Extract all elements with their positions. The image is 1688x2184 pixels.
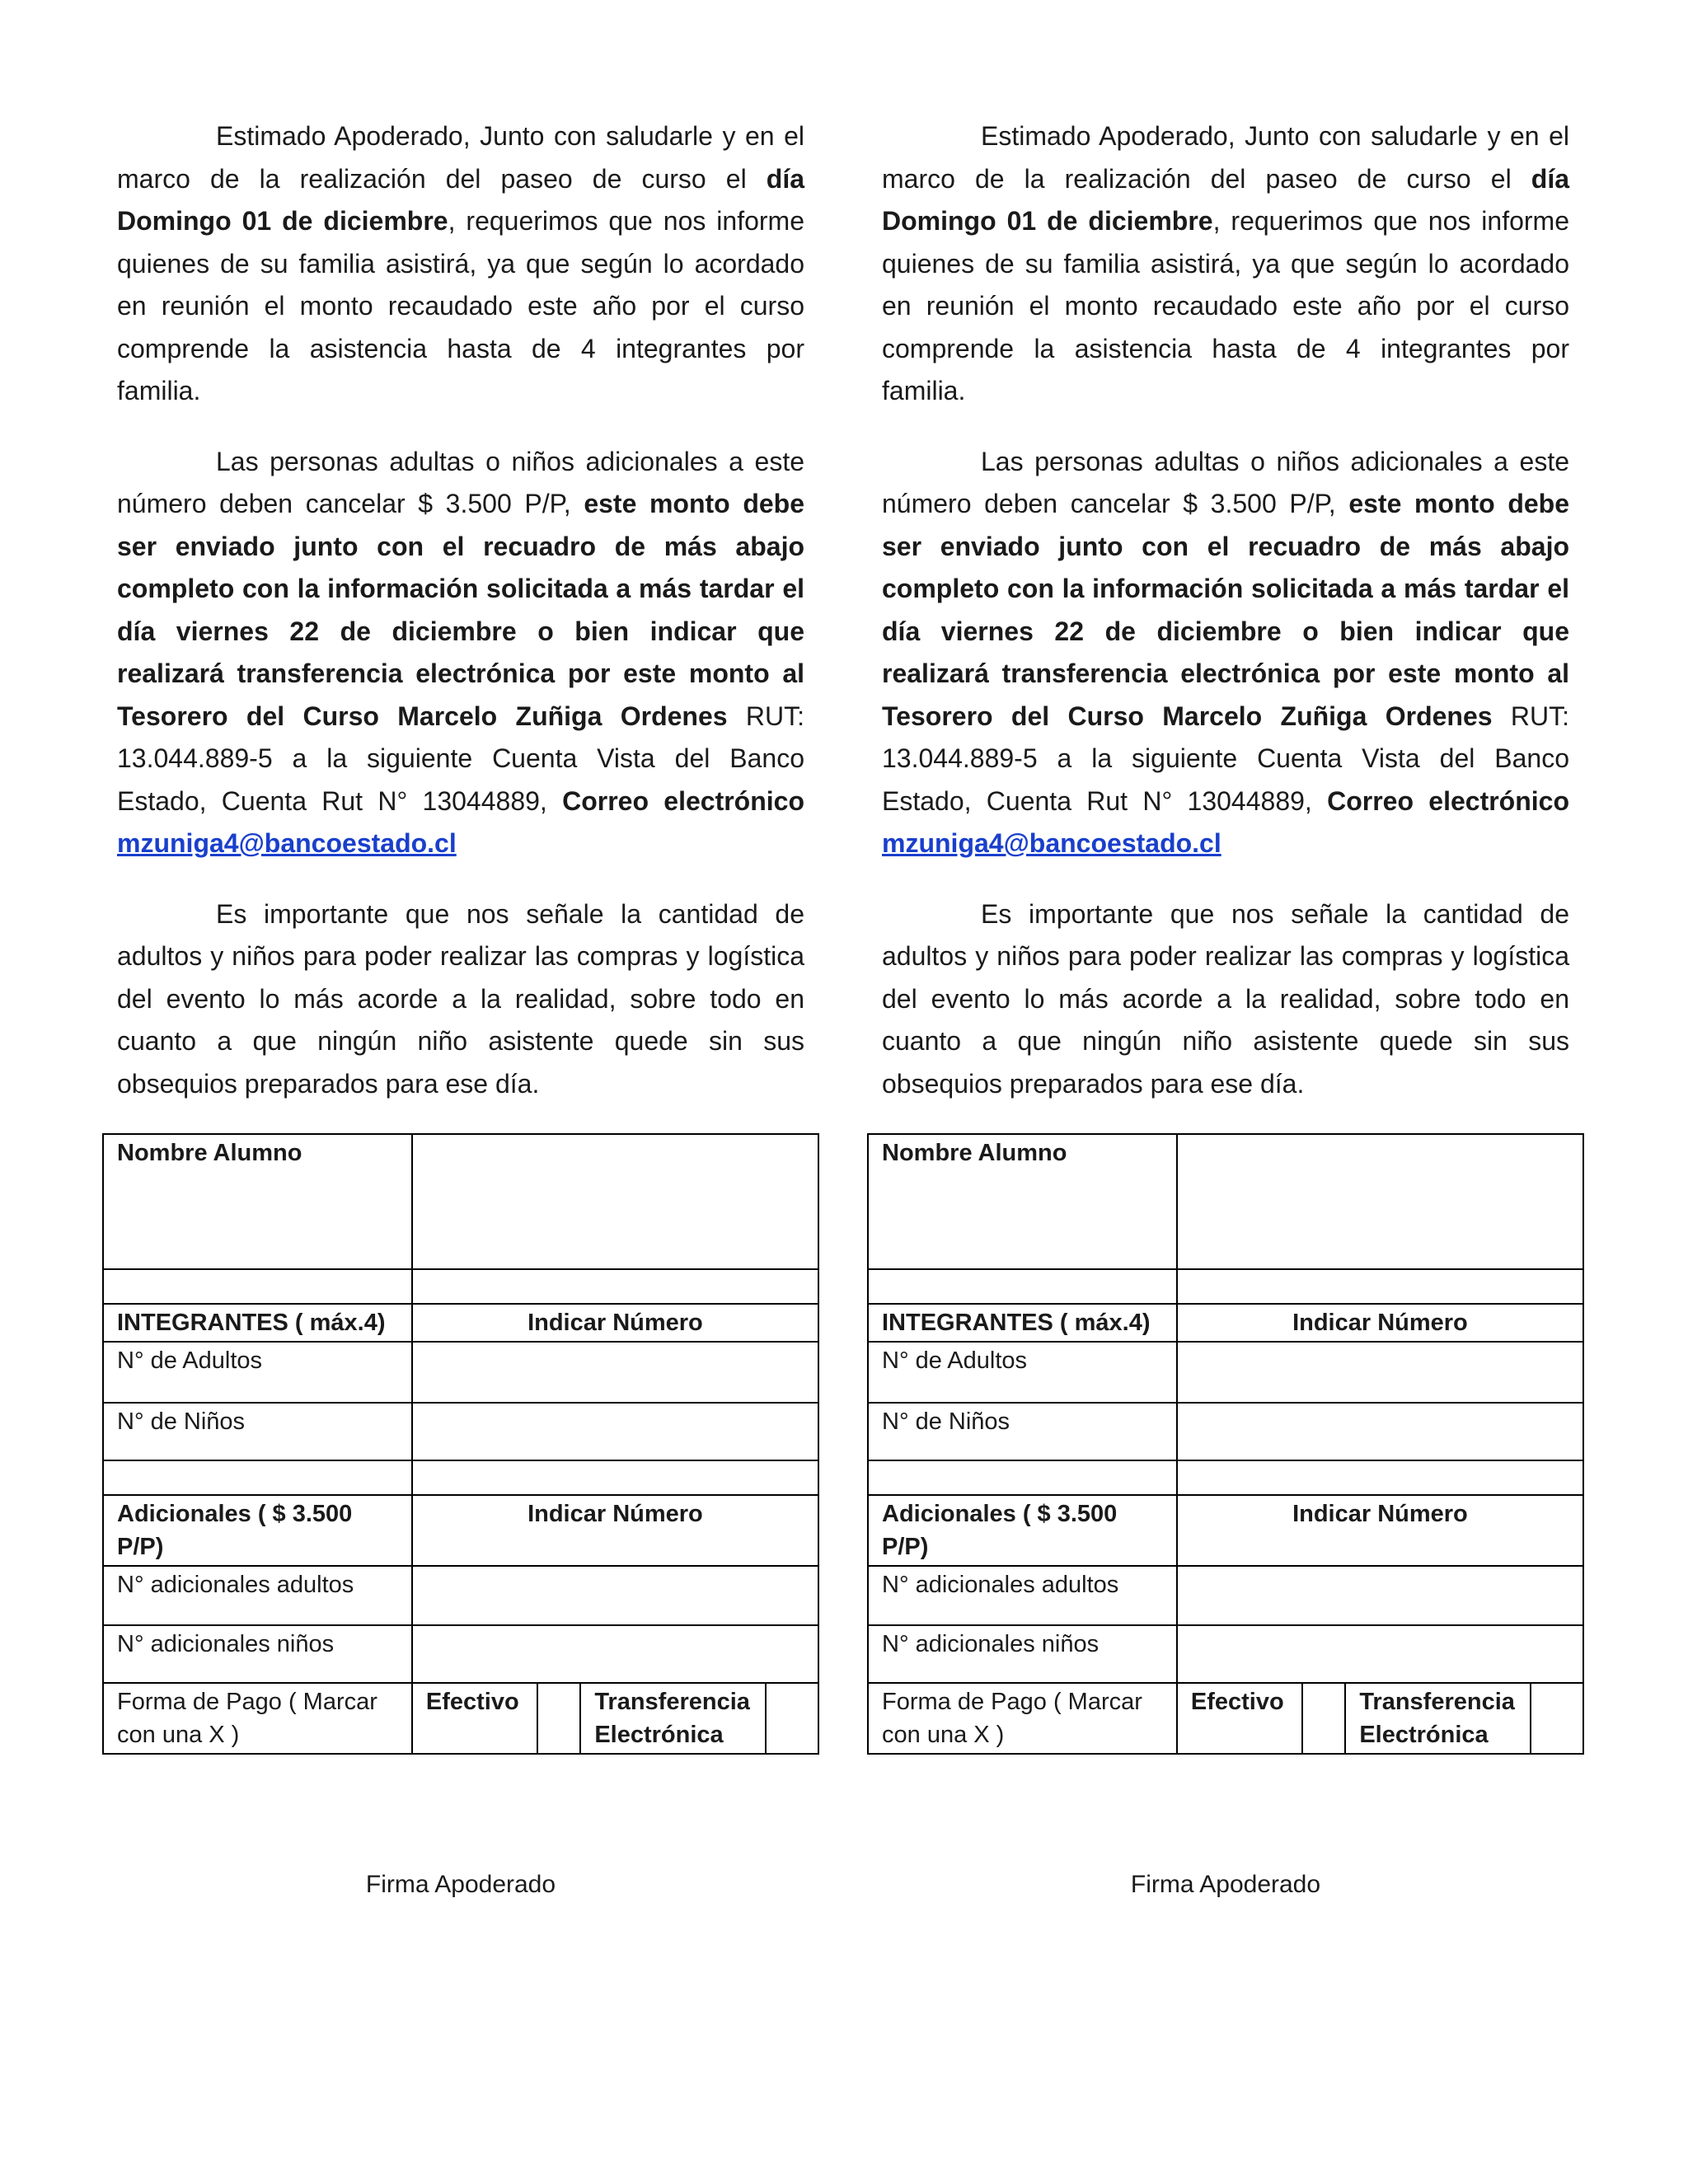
indicar-numero-header: Indicar Número	[1177, 1495, 1583, 1566]
transferencia-checkbox[interactable]	[1531, 1683, 1583, 1754]
adicionales-ninos-label: N° adicionales niños	[868, 1625, 1177, 1683]
adultos-label: N° de Adultos	[868, 1342, 1177, 1403]
intro-date: día Domingo 01 de diciembre	[882, 163, 1569, 236]
signature-label-right: Firma Apoderado	[1130, 1871, 1321, 1898]
efectivo-label: Efectivo	[1177, 1683, 1302, 1754]
empty-cell	[868, 1460, 1177, 1495]
intro-date: día Domingo 01 de diciembre	[117, 163, 804, 236]
intro-text: Estimado Apoderado, Junto con saludarle y en el marco de la realización del paseo de curso el	[882, 121, 1569, 194]
table-row	[868, 1460, 1583, 1495]
nombre-alumno-field[interactable]	[412, 1134, 818, 1269]
table-row	[103, 1625, 818, 1683]
adultos-field[interactable]	[412, 1342, 818, 1403]
payment-text: Las personas adultas o niños adicionales a este número deben cancelar $ 3.500 P/P,	[117, 446, 804, 518]
transferencia-label: Transferencia Electrónica	[1345, 1683, 1531, 1754]
table-row	[868, 1403, 1583, 1460]
intro-text-end: , requerimos que nos informe quienes de su familia asistirá, ya que según lo acordado en reunión el monto recaudado este año por el curso comprende la asistencia hasta de 4 integrantes por familia.	[117, 206, 805, 405]
adicionales-adultos-label: N° adicionales adultos	[868, 1566, 1177, 1625]
table-row	[868, 1625, 1583, 1683]
bank-details: RUT: 13.044.889-5 a la siguiente Cuenta Vista del Banco Estado, Cuenta Rut N° 13044889,	[117, 701, 805, 816]
integrantes-header: INTEGRANTES ( máx.4)	[103, 1304, 412, 1342]
email-link[interactable]: mzuniga4@bancoestado.cl	[117, 828, 457, 858]
payment-instructions: este monto debe ser enviado junto con el recuadro de más abajo completo con la información solicitada a más tardar el día viernes 22 de diciembre o bien indicar que realizará transferencia electrónica por este monto al Tesorero del Curso Marcelo Zuñiga Ordenes	[117, 489, 805, 731]
table-row	[103, 1269, 818, 1304]
paragraph-payment	[882, 441, 1569, 865]
adicionales-adultos-label: N° adicionales adultos	[103, 1566, 412, 1625]
indicar-numero-header: Indicar Número	[412, 1304, 818, 1342]
transferencia-checkbox[interactable]	[766, 1683, 818, 1754]
table-row	[103, 1683, 818, 1754]
nombre-alumno-label: Nombre Alumno	[103, 1134, 412, 1269]
empty-cell	[868, 1269, 1177, 1304]
efectivo-checkbox[interactable]	[1302, 1683, 1345, 1754]
paragraph-payment	[117, 441, 804, 865]
adultos-label: N° de Adultos	[103, 1342, 412, 1403]
table-row	[103, 1342, 818, 1403]
empty-cell	[1177, 1269, 1583, 1304]
empty-cell	[103, 1269, 412, 1304]
importance-text: Es importante que nos señale la cantidad de adultos y niños para poder realizar las compras y logística del evento lo más acorde a la realidad, sobre todo en cuanto a que ningún niño asistente quede sin sus obsequios preparados para ese día.	[882, 898, 1569, 1099]
empty-cell	[412, 1269, 818, 1304]
email-label: Correo electrónico	[562, 785, 805, 816]
adultos-field[interactable]	[1177, 1342, 1583, 1403]
payment-text: Las personas adultas o niños adicionales a este número deben cancelar $ 3.500 P/P,	[882, 446, 1569, 518]
table-row	[868, 1495, 1583, 1566]
empty-cell	[103, 1460, 412, 1495]
table-row	[868, 1134, 1583, 1269]
paragraph-importance	[882, 893, 1569, 1106]
letter-column-right	[867, 115, 1584, 1755]
ninos-field[interactable]	[1177, 1403, 1583, 1460]
bank-details: RUT: 13.044.889-5 a la siguiente Cuenta Vista del Banco Estado, Cuenta Rut N° 13044889,	[882, 701, 1570, 816]
payment-instructions: este monto debe ser enviado junto con el recuadro de más abajo completo con la información solicitada a más tardar el día viernes 22 de diciembre o bien indicar que realizará transferencia electrónica por este monto al Tesorero del Curso Marcelo Zuñiga Ordenes	[882, 489, 1570, 731]
email-link[interactable]: mzuniga4@bancoestado.cl	[882, 828, 1221, 858]
table-row	[103, 1495, 818, 1566]
table-row	[868, 1566, 1583, 1625]
paragraph-intro	[882, 115, 1569, 413]
indicar-numero-header: Indicar Número	[412, 1495, 818, 1566]
table-row	[868, 1304, 1583, 1342]
ninos-label: N° de Niños	[103, 1403, 412, 1460]
signature-label-left: Firma Apoderado	[365, 1871, 556, 1898]
indicar-numero-header: Indicar Número	[1177, 1304, 1583, 1342]
adicionales-header: Adicionales ( $ 3.500 P/P)	[103, 1495, 412, 1566]
registration-form-table	[867, 1133, 1584, 1755]
table-row	[103, 1304, 818, 1342]
adicionales-ninos-field[interactable]	[412, 1625, 818, 1683]
importance-text: Es importante que nos señale la cantidad de adultos y niños para poder realizar las compras y logística del evento lo más acorde a la realidad, sobre todo en cuanto a que ningún niño asistente quede sin sus obsequios preparados para ese día.	[117, 898, 804, 1099]
integrantes-header: INTEGRANTES ( máx.4)	[868, 1304, 1177, 1342]
table-row	[868, 1683, 1583, 1754]
intro-text: Estimado Apoderado, Junto con saludarle y en el marco de la realización del paseo de curso el	[117, 121, 804, 194]
letter-column-left	[102, 115, 819, 1755]
paragraph-intro	[117, 115, 804, 413]
email-label: Correo electrónico	[1327, 785, 1570, 816]
table-row	[103, 1460, 818, 1495]
adicionales-adultos-field[interactable]	[1177, 1566, 1583, 1625]
adicionales-ninos-label: N° adicionales niños	[103, 1625, 412, 1683]
empty-cell	[412, 1460, 818, 1495]
table-row	[868, 1342, 1583, 1403]
registration-form-table	[102, 1133, 819, 1755]
adicionales-header: Adicionales ( $ 3.500 P/P)	[868, 1495, 1177, 1566]
ninos-field[interactable]	[412, 1403, 818, 1460]
ninos-label: N° de Niños	[868, 1403, 1177, 1460]
forma-pago-label: Forma de Pago ( Marcar con una X )	[868, 1683, 1177, 1754]
table-row	[103, 1566, 818, 1625]
nombre-alumno-field[interactable]	[1177, 1134, 1583, 1269]
adicionales-ninos-field[interactable]	[1177, 1625, 1583, 1683]
efectivo-checkbox[interactable]	[537, 1683, 580, 1754]
table-row	[103, 1134, 818, 1269]
intro-text-end: , requerimos que nos informe quienes de su familia asistirá, ya que según lo acordado en reunión el monto recaudado este año por el curso comprende la asistencia hasta de 4 integrantes por familia.	[882, 206, 1570, 405]
table-row	[868, 1269, 1583, 1304]
nombre-alumno-label: Nombre Alumno	[868, 1134, 1177, 1269]
transferencia-label: Transferencia Electrónica	[580, 1683, 766, 1754]
forma-pago-label: Forma de Pago ( Marcar con una X )	[103, 1683, 412, 1754]
table-row	[103, 1403, 818, 1460]
paragraph-importance	[117, 893, 804, 1106]
adicionales-adultos-field[interactable]	[412, 1566, 818, 1625]
efectivo-label: Efectivo	[412, 1683, 537, 1754]
empty-cell	[1177, 1460, 1583, 1495]
